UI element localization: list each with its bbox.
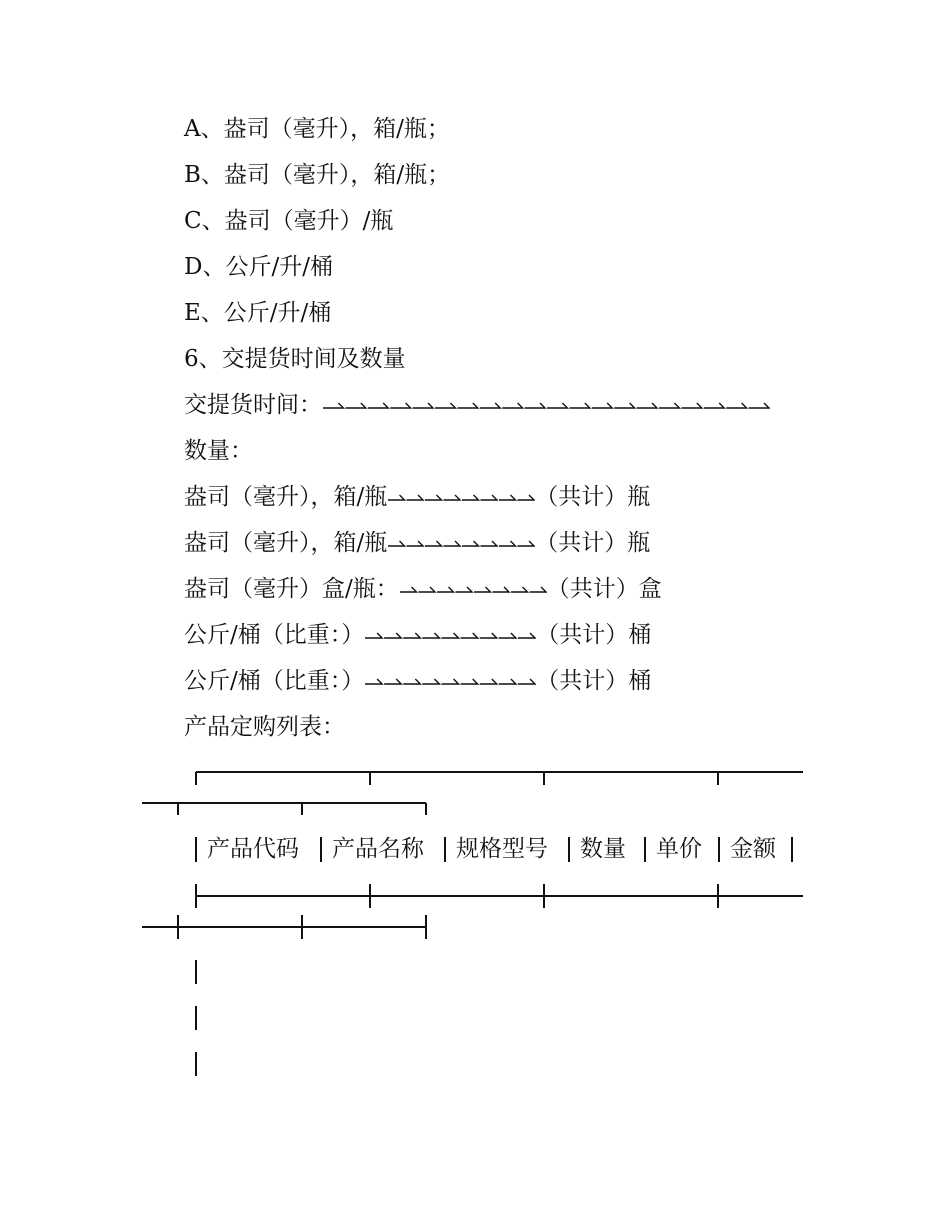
table-header-cell: 规格型号: [456, 836, 548, 862]
option-c: C、盎司（毫升）/瓶: [184, 208, 394, 234]
quantity-row-suffix: （共计）桶: [536, 622, 652, 648]
quantity-row-suffix: （共计）盒: [546, 576, 662, 602]
quantity-row-prefix: 公斤/桶（比重：）: [184, 668, 365, 694]
quantity-row-prefix: 盎司（毫升），箱/瓶: [184, 484, 388, 510]
table-header-cell: 金额: [730, 836, 776, 862]
order-list-label: 产品定购列表：: [184, 714, 345, 740]
quantity-row-prefix: 盎司（毫升）盒/瓶：: [184, 576, 399, 602]
quantity-row-suffix: （共计）桶: [536, 668, 652, 694]
delivery-time-label: 交提货时间：: [184, 392, 322, 418]
table-header-cell: 数量: [580, 836, 626, 862]
quantity-row-prefix: 公斤/桶（比重：）: [184, 622, 365, 648]
quantity-label: 数量：: [184, 438, 253, 464]
quantity-row-prefix: 盎司（毫升），箱/瓶: [184, 530, 388, 556]
table-header-cell: 产品名称: [332, 836, 424, 862]
option-d: D、公斤/升/桶: [184, 254, 333, 280]
table-header-cell: 产品代码: [207, 836, 299, 862]
quantity-row-suffix: （共计）瓶: [535, 530, 651, 556]
option-b: B、盎司（毫升），箱/瓶；: [184, 162, 451, 188]
option-e: E、公斤/升/桶: [184, 300, 332, 326]
table-header-cell: 单价: [656, 836, 702, 862]
section-title: 6、交提货时间及数量: [184, 346, 406, 372]
quantity-row-suffix: （共计）瓶: [535, 484, 651, 510]
option-a: A、盎司（毫升），箱/瓶；: [184, 116, 450, 142]
